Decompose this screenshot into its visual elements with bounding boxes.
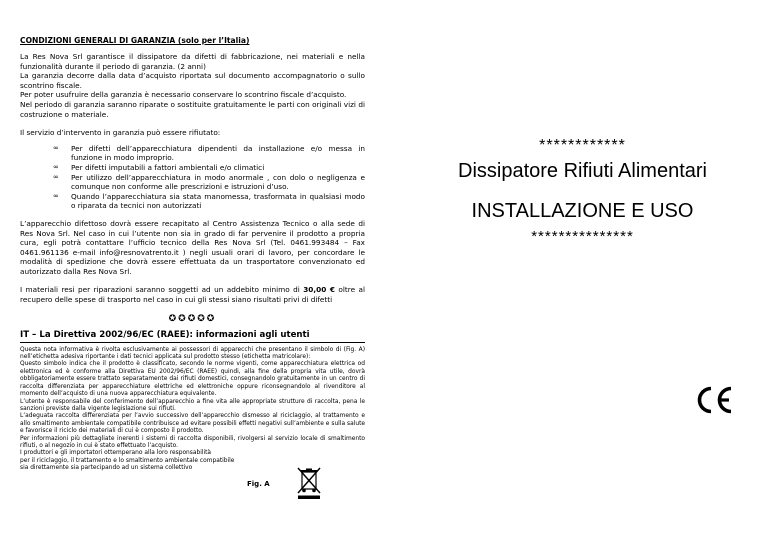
bullet-icon: ∞ [53,191,59,200]
refusal-intro: Il servizio d’intervento in garanzia può essere rifiutato: [20,128,221,138]
weee-closing-line: I produttori e gli importatori ottemperano alla loro responsabilità [20,450,212,457]
weee-paragraph: Questa nota informativa è rivolta esclusivamente ai possessori di apparecchi che presentano il simbolo di (Fig. A) nell’etichetta adesiva riportante i dati tecnici applicata sul prodotto stesso (etichetta matricolare): [20,346,365,361]
cost-paragraph: I materiali resi per riparazioni saranno soggetti ad un addebito minimo di 30,00 € oltre al recupero delle spese di trasporto nel caso in cui gli stessi siano risultati privi di difetti [20,285,365,305]
warranty-paragraph: La Res Nova Srl garantisce il dissipatore da difetti di fabbricazione, nei materiali e nella funzionalità durante il periodo di garanzia. (2 anni) [20,52,365,71]
bullet-icon: ∞ [53,172,59,181]
warranty-paragraph: Per poter usufruire della garanzia è necessario conservare lo scontrino fiscale d’acquisto. [20,90,347,100]
refusal-list [20,144,365,211]
cost-amount: 30,00 € [303,285,335,295]
fig-a-label: Fig. A [247,480,270,488]
section-separator: ✪✪✪✪✪ [168,313,217,324]
weee-closing-line: per il riciclaggio, il trattamento e lo smaltimento ambientale compatibile [20,457,235,464]
weee-title: IT – La Direttiva 2002/96/EC (RAEE): informazioni agli utenti [20,330,365,343]
weee-paragraph: Questo simbolo indica che il prodotto è classificato, secondo le norme vigenti, come apparecchiatura elettrica od elettronica ed è conforme alla Direttiva EU 2002/96/EC (RAEE) quindi, alla fine della propria vita utile, dovrà obbligatoriamente essere trattato separatamente dai rifiuti domestici, consegnandolo gratuitamente in un centro di raccolta differenziata per apparecchiature elettriche ed elettroniche oppure riconsegnandolo al rivenditore al momento dell’acquisto di una nuova apparecchiatura equivalente. [20,361,365,398]
cover-subtitle: INSTALLAZIONE E USO [471,200,694,222]
warranty-column [20,36,365,473]
ce-mark-icon [693,385,735,415]
bullet-icon: ∞ [53,162,59,171]
warranty-paragraph: Nel periodo di garanzia saranno riparate o sostituite gratuitamente le parti con originali vizi di costruzione o materiale. [20,99,365,119]
list-item: ∞ Per difetti dell’apparecchiatura dipendenti da installazione e/o messa in funzione in modo improprio. [53,143,365,163]
cover-stars-bottom: *************** [531,228,634,245]
cover-stars-top: ************ [539,137,626,154]
crossed-out-wheelie-bin-icon [293,466,325,500]
weee-paragraph: L’utente è responsabile del conferimento dell’apparecchio a fine vita alle appropriate strutture di raccolta, pena le sanzioni previste dalla vigente legislazione sui rifiuti. [20,398,365,412]
weee-paragraph: Per informazioni più dettagliate inerenti i sistemi di raccolta disponibili, rivolgersi al servizio locale di smaltimento rifiuti, o al negozio in cui è stato effettuato l’acquisto. [20,435,365,449]
cover-title: Dissipatore Rifiuti Alimentari [458,160,707,182]
list-item: ∞ Per difetti imputabili a fattori ambientali e/o climatici [53,162,265,172]
weee-closing-line: sia direttamente sia partecipando ad un sistema collettivo [20,465,193,472]
weee-paragraph: L’adeguata raccolta differenziata per l’avvio successivo dell’apparecchio dismesso al riciclaggio, al trattamento e allo smaltimento ambientale compatibile contribuisce ad evitare possibili effetti negativi sull’ambiente e sulla salute e favorisce il riciclo dei materiali di cui è composto il prodotto. [20,413,365,435]
warranty-title: CONDIZIONI GENERALI DI GARANZIA (solo per l’Italia) [20,36,250,45]
list-item: ∞ Per utilizzo dell’apparecchiatura in modo anormale , con dolo o negligenza e comunque non conforme alle prescrizioni e istruzioni d’uso. [53,172,365,192]
list-item: ∞ Quando l’apparecchiatura sia stata manomessa, trasformata in qualsiasi modo o riparata da tecnici non autorizzati [53,191,365,211]
return-paragraph: L’apparecchio difettoso dovrà essere recapitato al Centro Assistenza Tecnico o alla sede di Res Nova Srl. Nel caso in cui l’utente non sia in grado di far pervenire il prodotto a propria cura, egli potrà contattare l’ufficio tecnico della Res Nova Srl (Tel. 0461.993484 – Fax 0461.961136 e-mail info@resnovatrento.it ) negli usuali orari di lavoro, per concordare le modalità di spedizione che dovrà essere effettuata da un trasportatore convenzionato ed autorizzato dalla Res Nova Srl. [20,218,365,276]
warranty-paragraph: La garanzia decorre dalla data d’acquisto riportata sul documento accompagnatorio o sullo scontrino fiscale. [20,71,365,90]
bullet-icon: ∞ [53,143,59,152]
